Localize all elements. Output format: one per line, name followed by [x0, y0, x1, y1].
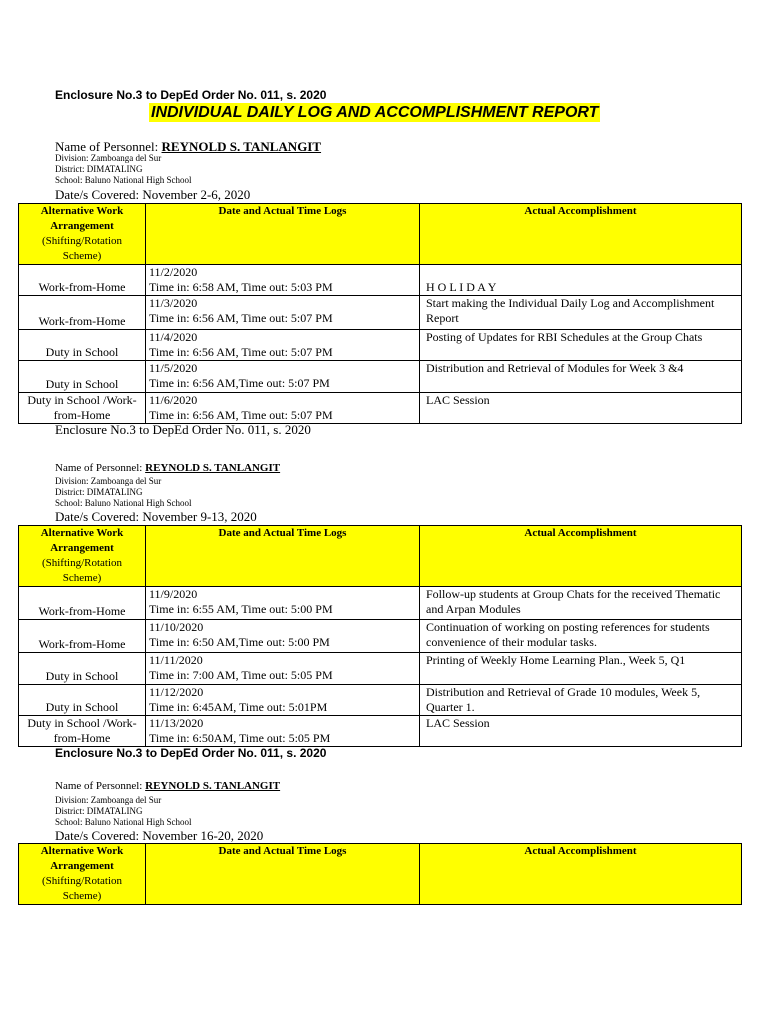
- cell-accomplishment: LAC Session: [420, 393, 742, 424]
- cell-arrangement: Work-from-Home: [19, 296, 146, 330]
- table-header-row: [19, 204, 742, 265]
- cell-arrangement: Duty in School: [19, 653, 146, 685]
- cell-arrangement: Work-from-Home: [19, 587, 146, 620]
- table-row: [19, 685, 742, 716]
- enclosure-label: Enclosure No.3 to DepEd Order No. 011, s. 2020: [55, 422, 311, 437]
- header-accomplishment: Actual Accomplishment: [420, 844, 742, 905]
- cell-time-log: 11/11/2020 Time in: 7:00 AM, Time out: 5:05 PM: [146, 653, 420, 685]
- cell-accomplishment: LAC Session: [420, 716, 742, 747]
- table-row: [19, 330, 742, 361]
- cell-accomplishment: Distribution and Retrieval of Grade 10 modules, Week 5, Quarter 1.: [420, 685, 742, 716]
- cell-time-log: 11/4/2020 Time in: 6:56 AM, Time out: 5:07 PM: [146, 330, 420, 361]
- table-header-row: [19, 526, 742, 587]
- header-accomplishment: Actual Accomplishment: [420, 526, 742, 587]
- dates-covered: Date/s Covered: November 16-20, 2020: [55, 828, 264, 843]
- cell-time-log: 11/12/2020 Time in: 6:45AM, Time out: 5:01PM: [146, 685, 420, 716]
- dates-covered: Date/s Covered: November 9-13, 2020: [55, 509, 257, 524]
- cell-accomplishment: Follow-up students at Group Chats for the received Thematic and Arpan Modules: [420, 587, 742, 620]
- cell-time-log: 11/10/2020 Time in: 6:50 AM,Time out: 5:00 PM: [146, 620, 420, 653]
- cell-accomplishment: H O L I D A Y: [420, 265, 742, 296]
- personnel-name: REYNOLD S. TANLANGIT: [161, 139, 322, 154]
- school-label: School: Baluno National High School: [55, 817, 192, 827]
- enclosure-label: Enclosure No.3 to DepEd Order No. 011, s. 2020: [55, 88, 327, 102]
- division-label: Division: Zamboanga del Sur: [55, 795, 162, 805]
- report-title: INDIVIDUAL DAILY LOG AND ACCOMPLISHMENT REPORT: [151, 104, 599, 121]
- cell-time-log: 11/6/2020 Time in: 6:56 AM, Time out: 5:07 PM: [146, 393, 420, 424]
- cell-time-log: 11/5/2020 Time in: 6:56 AM,Time out: 5:07 PM: [146, 361, 420, 393]
- division-label: Division: Zamboanga del Sur: [55, 476, 162, 486]
- header-arrangement: Alternative Work Arrangement (Shifting/Rotation Scheme): [19, 844, 146, 905]
- school-label: School: Baluno National High School: [55, 498, 192, 508]
- cell-arrangement: Duty in School: [19, 361, 146, 393]
- table-row: [19, 716, 742, 747]
- cell-accomplishment: Printing of Weekly Home Learning Plan., Week 5, Q1: [420, 653, 742, 685]
- log-table: [18, 525, 742, 747]
- cell-accomplishment: Posting of Updates for RBI Schedules at the Group Chats: [420, 330, 742, 361]
- log-table: [18, 203, 742, 424]
- header-time-logs: Date and Actual Time Logs: [146, 526, 420, 587]
- table-row: [19, 587, 742, 620]
- district-label: District: DIMATALING: [55, 806, 143, 816]
- cell-accomplishment: Start making the Individual Daily Log and Accomplishment Report: [420, 296, 742, 330]
- table-row: [19, 620, 742, 653]
- district-label: District: DIMATALING: [55, 164, 143, 174]
- cell-time-log: 11/3/2020 Time in: 6:56 AM, Time out: 5:07 PM: [146, 296, 420, 330]
- school-label: School: Baluno National High School: [55, 175, 192, 185]
- name-label: Name of Personnel:: [55, 780, 146, 792]
- cell-time-log: 11/9/2020 Time in: 6:55 AM, Time out: 5:00 PM: [146, 587, 420, 620]
- cell-arrangement: Duty in School: [19, 685, 146, 716]
- cell-arrangement: Work-from-Home: [19, 620, 146, 653]
- cell-time-log: 11/2/2020 Time in: 6:58 AM, Time out: 5:03 PM: [146, 265, 420, 296]
- dates-covered: Date/s Covered: November 2-6, 2020: [55, 187, 251, 202]
- district-label: District: DIMATALING: [55, 487, 143, 497]
- cell-time-log: 11/13/2020 Time in: 6:50AM, Time out: 5:05 PM: [146, 716, 420, 747]
- table-row: [19, 361, 742, 393]
- header-arrangement: Alternative Work Arrangement (Shifting/Rotation Scheme): [19, 204, 146, 265]
- table-row: [19, 653, 742, 685]
- header-arrangement: Alternative Work Arrangement (Shifting/Rotation Scheme): [19, 526, 146, 587]
- cell-arrangement: Duty in School: [19, 330, 146, 361]
- personnel-name: REYNOLD S. TANLANGIT: [145, 462, 281, 474]
- log-table: [18, 843, 742, 905]
- personnel-name-line: [55, 780, 280, 792]
- enclosure-label: Enclosure No.3 to DepEd Order No. 011, s. 2020: [55, 746, 327, 760]
- name-label: Name of Personnel:: [55, 462, 146, 474]
- personnel-name: REYNOLD S. TANLANGIT: [145, 780, 281, 792]
- header-accomplishment: Actual Accomplishment: [420, 204, 742, 265]
- table-row: [19, 393, 742, 424]
- name-label: Name of Personnel:: [55, 139, 162, 154]
- personnel-name-line: [55, 462, 280, 474]
- cell-arrangement: Work-from-Home: [19, 265, 146, 296]
- table-row: [19, 265, 742, 296]
- cell-accomplishment: Continuation of working on posting references for students convenience of their modular tasks.: [420, 620, 742, 653]
- cell-arrangement: Duty in School /Work-from-Home: [19, 716, 146, 747]
- header-time-logs: Date and Actual Time Logs: [146, 204, 420, 265]
- table-row: [19, 296, 742, 330]
- table-header-row: [19, 844, 742, 905]
- cell-arrangement: Duty in School /Work-from-Home: [19, 393, 146, 424]
- header-time-logs: Date and Actual Time Logs: [146, 844, 420, 905]
- division-label: Division: Zamboanga del Sur: [55, 153, 162, 163]
- cell-accomplishment: Distribution and Retrieval of Modules for Week 3 &4: [420, 361, 742, 393]
